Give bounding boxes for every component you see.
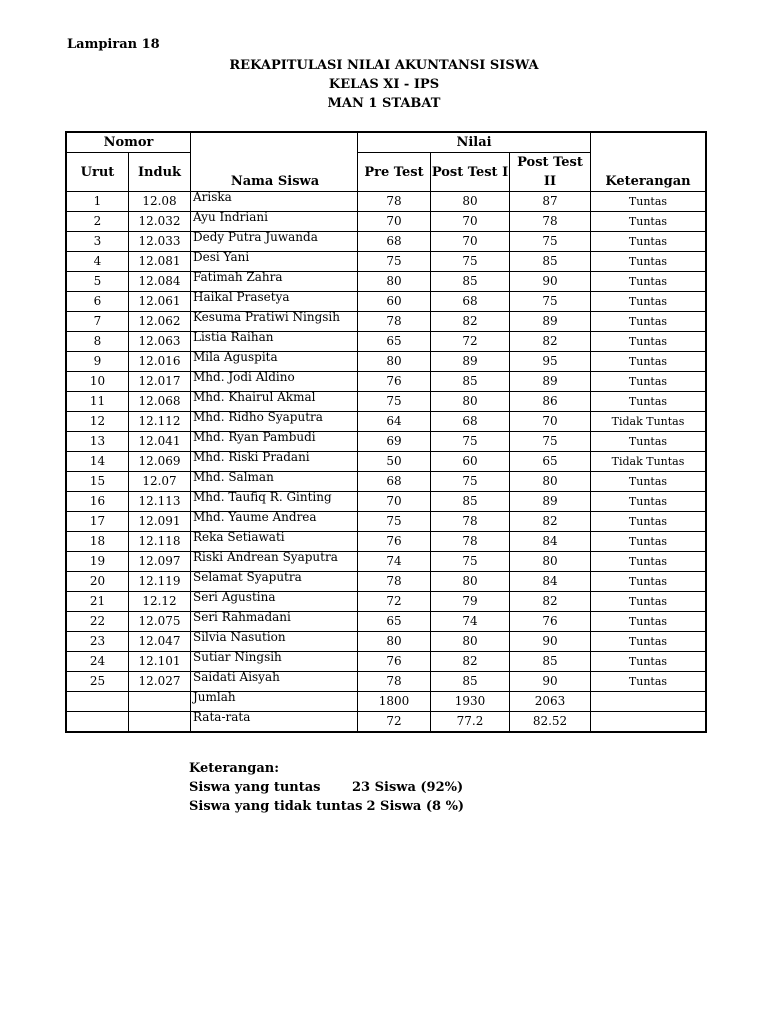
cell-post-test-1: 85 [431, 492, 510, 512]
cell-post-test-1: 85 [431, 672, 510, 692]
cell-post-test-2: 85 [510, 652, 591, 672]
header-post-test-2: Post Test II [510, 153, 591, 192]
cell-post-test-1: 75 [431, 472, 510, 492]
notes-section [189, 759, 464, 816]
header-urut: Urut [66, 153, 129, 192]
table-row [66, 552, 706, 572]
cell-post-test-2: 82 [510, 592, 591, 612]
cell-urut: 16 [66, 492, 129, 512]
table-row [66, 412, 706, 432]
cell-pre-test: 78 [358, 312, 431, 332]
table-row [66, 672, 706, 692]
table-row [66, 532, 706, 552]
header-nama-siswa: Nama Siswa [191, 132, 358, 192]
document-title [0, 56, 768, 113]
averages-post2: 82.52 [510, 712, 591, 733]
empty-cell [66, 692, 129, 712]
table-row [66, 372, 706, 392]
cell-urut: 3 [66, 232, 129, 252]
student-name: Sutiar Ningsih [193, 650, 282, 664]
student-name: Ayu Indriani [193, 210, 268, 224]
cell-post-test-2: 75 [510, 232, 591, 252]
cell-post-test-2: 80 [510, 552, 591, 572]
cell-nama-siswa [191, 392, 358, 412]
cell-nama-siswa [191, 612, 358, 632]
cell-keterangan: Tuntas [591, 232, 707, 252]
cell-urut: 5 [66, 272, 129, 292]
averages-post1: 77.2 [431, 712, 510, 733]
cell-urut: 10 [66, 372, 129, 392]
cell-post-test-2: 87 [510, 192, 591, 212]
cell-post-test-2: 85 [510, 252, 591, 272]
averages-row [66, 712, 706, 733]
cell-keterangan: Tuntas [591, 332, 707, 352]
cell-urut: 6 [66, 292, 129, 312]
cell-pre-test: 68 [358, 232, 431, 252]
student-name: Dedy Putra Juwanda [193, 230, 318, 244]
cell-nama-siswa [191, 312, 358, 332]
cell-urut: 11 [66, 392, 129, 412]
student-name: Listia Raihan [193, 330, 274, 344]
cell-keterangan: Tuntas [591, 292, 707, 312]
cell-post-test-1: 70 [431, 232, 510, 252]
cell-nama-siswa [191, 552, 358, 572]
table-row [66, 192, 706, 212]
notes-pass-label: Siswa yang tuntas [189, 780, 321, 795]
cell-post-test-1: 82 [431, 312, 510, 332]
cell-induk: 12.062 [129, 312, 191, 332]
table-row [66, 452, 706, 472]
header-nomor-group: Nomor [66, 132, 191, 153]
cell-post-test-1: 75 [431, 432, 510, 452]
cell-keterangan: Tuntas [591, 392, 707, 412]
empty-cell [129, 712, 191, 733]
notes-fail-value: 2 Siswa (8 %) [366, 799, 465, 814]
grade-table [65, 131, 707, 733]
cell-post-test-1: 89 [431, 352, 510, 372]
cell-nama-siswa [191, 592, 358, 612]
cell-nama-siswa [191, 252, 358, 272]
cell-keterangan: Tuntas [591, 512, 707, 532]
cell-pre-test: 75 [358, 252, 431, 272]
table-body [66, 192, 706, 692]
table-row [66, 312, 706, 332]
cell-post-test-2: 89 [510, 312, 591, 332]
cell-induk: 12.063 [129, 332, 191, 352]
cell-induk: 12.097 [129, 552, 191, 572]
table-row [66, 612, 706, 632]
cell-keterangan: Tuntas [591, 352, 707, 372]
cell-urut: 8 [66, 332, 129, 352]
cell-induk: 12.069 [129, 452, 191, 472]
title-line: REKAPITULASI NILAI AKUNTANSI SISWA [229, 58, 539, 73]
empty-cell [129, 692, 191, 712]
table-row [66, 232, 706, 252]
title-line: KELAS XI - IPS [328, 77, 440, 92]
averages-pre: 72 [358, 712, 431, 733]
cell-nama-siswa [191, 192, 358, 212]
cell-keterangan: Tuntas [591, 472, 707, 492]
cell-induk: 12.033 [129, 232, 191, 252]
student-name: Mhd. Jodi Aldino [193, 370, 295, 384]
cell-nama-siswa [191, 652, 358, 672]
totals-label-text: Jumlah [193, 690, 236, 704]
student-name: Mhd. Salman [193, 470, 274, 484]
header-induk: Induk [129, 153, 191, 192]
cell-post-test-1: 78 [431, 512, 510, 532]
cell-keterangan: Tuntas [591, 532, 707, 552]
cell-keterangan: Tuntas [591, 272, 707, 292]
cell-urut: 1 [66, 192, 129, 212]
appendix-label: Lampiran 18 [67, 37, 160, 52]
student-name: Seri Rahmadani [193, 610, 291, 624]
table-row [66, 272, 706, 292]
cell-post-test-1: 80 [431, 392, 510, 412]
averages-label [191, 712, 358, 733]
table-row [66, 252, 706, 272]
cell-post-test-2: 86 [510, 392, 591, 412]
cell-post-test-2: 90 [510, 672, 591, 692]
cell-induk: 12.047 [129, 632, 191, 652]
cell-urut: 20 [66, 572, 129, 592]
table-row [66, 432, 706, 452]
cell-nama-siswa [191, 432, 358, 452]
cell-nama-siswa [191, 292, 358, 312]
table-row [66, 292, 706, 312]
cell-pre-test: 75 [358, 392, 431, 412]
totals-label [191, 692, 358, 712]
student-name: Selamat Syaputra [193, 570, 302, 584]
totals-post2: 2063 [510, 692, 591, 712]
cell-keterangan: Tuntas [591, 492, 707, 512]
cell-post-test-1: 80 [431, 192, 510, 212]
cell-keterangan: Tuntas [591, 252, 707, 272]
table-row [66, 212, 706, 232]
notes-pass-row [189, 778, 464, 797]
totals-post1: 1930 [431, 692, 510, 712]
header-nilai-group: Nilai [358, 132, 591, 153]
cell-urut: 22 [66, 612, 129, 632]
cell-post-test-1: 72 [431, 332, 510, 352]
student-name: Mila Aguspita [193, 350, 278, 364]
student-name: Ariska [193, 190, 232, 204]
cell-induk: 12.101 [129, 652, 191, 672]
empty-cell [591, 712, 707, 733]
cell-keterangan: Tuntas [591, 552, 707, 572]
cell-keterangan: Tidak Tuntas [591, 452, 707, 472]
cell-post-test-2: 90 [510, 272, 591, 292]
student-name: Haikal Prasetya [193, 290, 290, 304]
cell-pre-test: 50 [358, 452, 431, 472]
cell-induk: 12.017 [129, 372, 191, 392]
student-name: Saidati Aisyah [193, 670, 280, 684]
cell-nama-siswa [191, 532, 358, 552]
cell-post-test-2: 95 [510, 352, 591, 372]
cell-post-test-2: 65 [510, 452, 591, 472]
cell-keterangan: Tuntas [591, 572, 707, 592]
cell-post-test-1: 85 [431, 372, 510, 392]
cell-pre-test: 78 [358, 672, 431, 692]
cell-keterangan: Tuntas [591, 372, 707, 392]
cell-pre-test: 78 [358, 192, 431, 212]
cell-nama-siswa [191, 452, 358, 472]
cell-nama-siswa [191, 412, 358, 432]
header-keterangan: Keterangan [591, 132, 707, 192]
cell-nama-siswa [191, 232, 358, 252]
cell-keterangan: Tuntas [591, 212, 707, 232]
student-name: Mhd. Ryan Pambudi [193, 430, 316, 444]
cell-induk: 12.027 [129, 672, 191, 692]
cell-post-test-1: 75 [431, 252, 510, 272]
cell-induk: 12.075 [129, 612, 191, 632]
cell-pre-test: 80 [358, 272, 431, 292]
cell-urut: 9 [66, 352, 129, 372]
table-row [66, 632, 706, 652]
cell-post-test-1: 74 [431, 612, 510, 632]
notes-fail-row [189, 797, 464, 816]
table-header-row [66, 132, 706, 153]
cell-nama-siswa [191, 512, 358, 532]
student-name: Mhd. Taufiq R. Ginting [193, 490, 332, 504]
table-row [66, 472, 706, 492]
cell-induk: 12.081 [129, 252, 191, 272]
cell-urut: 21 [66, 592, 129, 612]
cell-urut: 18 [66, 532, 129, 552]
notes-pass-value: 23 Siswa (92%) [352, 780, 464, 795]
cell-post-test-2: 76 [510, 612, 591, 632]
cell-pre-test: 74 [358, 552, 431, 572]
cell-post-test-1: 85 [431, 272, 510, 292]
cell-pre-test: 65 [358, 332, 431, 352]
cell-urut: 4 [66, 252, 129, 272]
cell-pre-test: 72 [358, 592, 431, 612]
cell-urut: 23 [66, 632, 129, 652]
cell-post-test-2: 70 [510, 412, 591, 432]
totals-row [66, 692, 706, 712]
student-name: Mhd. Khairul Akmal [193, 390, 316, 404]
cell-nama-siswa [191, 572, 358, 592]
cell-pre-test: 80 [358, 352, 431, 372]
cell-post-test-2: 82 [510, 512, 591, 532]
averages-label-text: Rata-rata [193, 710, 251, 724]
cell-pre-test: 60 [358, 292, 431, 312]
cell-post-test-1: 68 [431, 292, 510, 312]
cell-urut: 14 [66, 452, 129, 472]
cell-pre-test: 65 [358, 612, 431, 632]
table-row [66, 652, 706, 672]
table-row [66, 332, 706, 352]
totals-pre: 1800 [358, 692, 431, 712]
cell-urut: 19 [66, 552, 129, 572]
cell-post-test-1: 60 [431, 452, 510, 472]
table-row [66, 492, 706, 512]
cell-induk: 12.08 [129, 192, 191, 212]
cell-induk: 12.119 [129, 572, 191, 592]
cell-post-test-1: 78 [431, 532, 510, 552]
cell-post-test-1: 68 [431, 412, 510, 432]
cell-pre-test: 64 [358, 412, 431, 432]
empty-cell [591, 692, 707, 712]
cell-keterangan: Tuntas [591, 192, 707, 212]
cell-post-test-1: 75 [431, 552, 510, 572]
cell-urut: 17 [66, 512, 129, 532]
student-name: Riski Andrean Syaputra [193, 550, 338, 564]
cell-nama-siswa [191, 472, 358, 492]
student-name: Reka Setiawati [193, 530, 285, 544]
cell-post-test-1: 80 [431, 572, 510, 592]
header-post-test-1: Post Test I [431, 153, 510, 192]
cell-post-test-1: 70 [431, 212, 510, 232]
cell-nama-siswa [191, 212, 358, 232]
student-name: Silvia Nasution [193, 630, 286, 644]
cell-nama-siswa [191, 672, 358, 692]
cell-nama-siswa [191, 492, 358, 512]
table-row [66, 392, 706, 412]
cell-post-test-2: 82 [510, 332, 591, 352]
notes-fail-label: Siswa yang tidak tuntas [189, 799, 363, 814]
cell-pre-test: 70 [358, 212, 431, 232]
empty-cell [66, 712, 129, 733]
cell-keterangan: Tuntas [591, 632, 707, 652]
cell-pre-test: 78 [358, 572, 431, 592]
cell-nama-siswa [191, 372, 358, 392]
cell-keterangan: Tuntas [591, 652, 707, 672]
cell-induk: 12.032 [129, 212, 191, 232]
cell-pre-test: 76 [358, 372, 431, 392]
cell-nama-siswa [191, 332, 358, 352]
student-name: Kesuma Pratiwi Ningsih [193, 310, 340, 324]
table-row [66, 352, 706, 372]
student-name: Mhd. Riski Pradani [193, 450, 310, 464]
cell-post-test-2: 84 [510, 532, 591, 552]
cell-urut: 12 [66, 412, 129, 432]
student-name: Mhd. Yaume Andrea [193, 510, 317, 524]
cell-induk: 12.12 [129, 592, 191, 612]
cell-induk: 12.07 [129, 472, 191, 492]
cell-pre-test: 69 [358, 432, 431, 452]
cell-induk: 12.118 [129, 532, 191, 552]
cell-pre-test: 68 [358, 472, 431, 492]
title-line: MAN 1 STABAT [327, 96, 441, 111]
cell-urut: 25 [66, 672, 129, 692]
cell-urut: 24 [66, 652, 129, 672]
cell-induk: 12.068 [129, 392, 191, 412]
student-name: Fatimah Zahra [193, 270, 283, 284]
header-pre-test: Pre Test [358, 153, 431, 192]
table-row [66, 572, 706, 592]
cell-keterangan: Tuntas [591, 432, 707, 452]
notes-heading: Keterangan: [189, 761, 280, 776]
cell-post-test-2: 90 [510, 632, 591, 652]
table-row [66, 592, 706, 612]
cell-induk: 12.091 [129, 512, 191, 532]
cell-post-test-2: 84 [510, 572, 591, 592]
cell-urut: 2 [66, 212, 129, 232]
student-name: Desi Yani [193, 250, 250, 264]
cell-induk: 12.113 [129, 492, 191, 512]
student-name: Mhd. Ridho Syaputra [193, 410, 323, 424]
cell-keterangan: Tuntas [591, 592, 707, 612]
cell-post-test-2: 78 [510, 212, 591, 232]
table-row [66, 512, 706, 532]
cell-nama-siswa [191, 352, 358, 372]
cell-post-test-2: 80 [510, 472, 591, 492]
cell-nama-siswa [191, 632, 358, 652]
cell-post-test-2: 75 [510, 292, 591, 312]
cell-induk: 12.016 [129, 352, 191, 372]
cell-pre-test: 76 [358, 532, 431, 552]
cell-urut: 7 [66, 312, 129, 332]
cell-induk: 12.061 [129, 292, 191, 312]
cell-keterangan: Tidak Tuntas [591, 412, 707, 432]
student-name: Seri Agustina [193, 590, 276, 604]
cell-post-test-1: 79 [431, 592, 510, 612]
cell-post-test-2: 75 [510, 432, 591, 452]
cell-nama-siswa [191, 272, 358, 292]
cell-pre-test: 70 [358, 492, 431, 512]
cell-induk: 12.112 [129, 412, 191, 432]
cell-pre-test: 76 [358, 652, 431, 672]
cell-post-test-2: 89 [510, 492, 591, 512]
cell-pre-test: 75 [358, 512, 431, 532]
cell-keterangan: Tuntas [591, 312, 707, 332]
cell-pre-test: 80 [358, 632, 431, 652]
cell-keterangan: Tuntas [591, 672, 707, 692]
cell-induk: 12.084 [129, 272, 191, 292]
cell-post-test-1: 82 [431, 652, 510, 672]
cell-keterangan: Tuntas [591, 612, 707, 632]
cell-post-test-1: 80 [431, 632, 510, 652]
cell-induk: 12.041 [129, 432, 191, 452]
cell-urut: 15 [66, 472, 129, 492]
cell-urut: 13 [66, 432, 129, 452]
cell-post-test-2: 89 [510, 372, 591, 392]
